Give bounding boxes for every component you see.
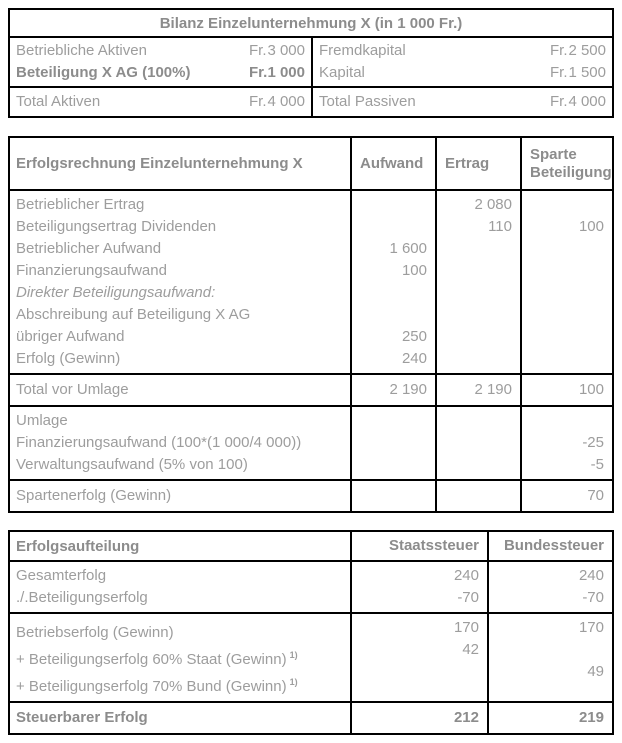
cell-aufwand [352,216,435,238]
currency-label: Fr. [550,42,568,59]
cell-sparte: -25 [582,434,604,451]
top-labels [10,562,350,612]
balance-total-row [313,91,612,113]
cell-aufwand [352,194,435,216]
row-label: Beteiligung X AG (100%) [16,64,191,81]
erfolgsrechnung-table [8,136,614,513]
bilanz-aktiven-rows [10,38,311,88]
bilanz-passiven-total [313,88,612,116]
erfolgsaufteilung-mid-section [10,612,612,701]
umlage-aufwand-values [350,407,435,479]
column-header-ertrag: Ertrag [435,138,520,189]
cell-aufwand: 250 [401,328,427,345]
mid-bund-values [487,614,612,701]
row-label: ./.Beteiligungserfolg [16,589,148,606]
row-label: Finanzierungsaufwand [16,262,167,279]
cell-ertrag [437,410,520,432]
cell-staatssteuer: -70 [457,589,479,606]
bilanz-title: Bilanz Einzelunternehmung X (in 1 000 Fr.) [10,10,612,38]
erfolgsaufteilung-total-row [10,701,612,733]
cell-aufwand: 100 [401,262,427,279]
erfolgsrechnung-total-row [10,373,612,405]
cell-ertrag [437,260,520,282]
erfolgsaufteilung-title: Erfolgsaufteilung [16,537,140,555]
row-label: Verwaltungsaufwand (5% von 100) [16,456,248,473]
row-label-text: Betriebserfolg (Gewinn) [16,624,174,641]
erfolgsaufteilung-header [10,532,612,560]
detail-aufwand-values [350,191,435,373]
cell-aufwand: 2 190 [389,381,427,398]
row-label: Betriebliche Aktiven [16,42,147,59]
row-label: Kapital [319,64,365,81]
row-label [10,671,350,698]
cell-staatssteuer: 170 [453,619,479,636]
row-label: Total vor Umlage [16,381,129,398]
top-bund-values [487,562,612,612]
erfolgsaufteilung-top-section [10,560,612,612]
row-label: Steuerbarer Erfolg [16,709,148,726]
cell-sparte: 100 [578,381,604,398]
cell-sparte [522,260,612,282]
cell-staatssteuer: 240 [453,567,479,584]
erfolgsaufteilung-table [8,530,614,735]
cell-aufwand: 1 600 [389,240,427,257]
cell-ertrag [437,238,520,260]
cell-sparte [522,326,612,348]
row-label: Fremdkapital [319,42,406,59]
row-value: 3 000 [267,42,305,59]
row-value: 4 000 [568,93,606,110]
umlage-ertrag-values [435,407,520,479]
cell-sparte: 70 [587,487,604,504]
cell-ertrag: 110 [488,218,512,235]
currency-label: Fr. [550,93,568,110]
row-label: Total Passiven [319,93,416,110]
bilanz-aktiven-column [10,38,311,116]
balance-total-row [10,91,311,113]
row-value-group [249,91,311,113]
cell-ertrag [437,282,520,304]
row-label: Spartenerfolg (Gewinn) [16,487,172,504]
cell-bundessteuer: -70 [582,589,604,606]
row-value: 4 000 [267,93,305,110]
footnote-marker: 1) [289,677,298,687]
cell-aufwand [352,410,435,432]
row-label-text: + Beteiligungserfolg 60% Staat (Gewinn) [16,651,287,668]
row-label [10,644,350,671]
row-label: Erfolg (Gewinn) [16,350,121,367]
detail-labels [10,191,350,373]
cell-staatssteuer: 42 [462,641,479,658]
row-label: Betrieblicher Aufwand [16,240,162,257]
mid-staat-values [350,614,487,701]
column-header-bundessteuer: Bundessteuer [487,532,612,560]
row-label: Abschreibung auf Beteiligung X AG [16,306,251,323]
row-value-group [550,62,612,84]
cell-bundessteuer: 49 [587,663,604,680]
balance-row [313,40,612,62]
cell-bundessteuer: 240 [578,567,604,584]
bilanz-passiven-rows [313,38,612,88]
umlage-labels [10,407,350,479]
row-label: Umlage [16,412,68,429]
top-staat-values [350,562,487,612]
row-value-group [249,62,311,84]
row-value: 1 500 [568,64,606,81]
cell-bundessteuer: 170 [578,619,604,636]
currency-label: Fr. [550,64,568,81]
cell-aufwand: 240 [401,350,427,367]
balance-row [10,40,311,62]
cell-ertrag: 2 080 [474,196,512,213]
column-header-aufwand: Aufwand [350,138,435,189]
column-header-staatssteuer: Staatssteuer [350,532,487,560]
currency-label: Fr. [249,64,268,81]
balance-row [10,62,311,84]
cell-ertrag [437,348,520,370]
cell-sparte [522,304,612,326]
cell-bundessteuer [489,639,612,661]
cell-ertrag [437,485,520,507]
cell-aufwand [352,485,435,507]
cell-sparte [522,238,612,260]
currency-label: Fr. [249,93,267,110]
row-value-group [550,91,612,113]
bilanz-table [8,8,614,118]
erfolgsrechnung-detail-section [10,189,612,373]
row-label-text: + Beteiligungserfolg 70% Bund (Gewinn) [16,678,287,695]
row-value-group [550,40,612,62]
row-value-group [249,40,311,62]
erfolgsrechnung-result-row [10,479,612,511]
row-label: Direkter Beteiligungsaufwand: [16,284,216,301]
cell-bundessteuer: 219 [578,709,604,726]
cell-aufwand [352,454,435,476]
column-header-sparte: Sparte Beteiligung [520,138,612,189]
cell-sparte: 100 [578,218,604,235]
row-label: Gesamterfolg [16,567,107,584]
detail-sparte-values [520,191,612,373]
footnote-marker: 1) [289,650,298,660]
row-label: übriger Aufwand [16,328,125,345]
cell-ertrag [437,326,520,348]
cell-ertrag [437,432,520,454]
mid-labels [10,614,350,701]
cell-sparte [522,348,612,370]
row-label: Total Aktiven [16,93,101,110]
cell-sparte [522,282,612,304]
cell-staatssteuer [352,661,487,683]
cell-ertrag [437,454,520,476]
row-label: Finanzierungsaufwand (100*(1 000/4 000)) [16,434,302,451]
erfolgsrechnung-title: Erfolgsrechnung Einzelunternehmung X [16,155,303,172]
bilanz-body [10,38,612,116]
bilanz-passiven-column [311,38,612,116]
erfolgsrechnung-header [10,138,612,189]
cell-staatssteuer: 212 [453,709,479,726]
row-label [10,617,350,644]
cell-aufwand [352,282,435,304]
currency-label: Fr. [249,42,267,59]
balance-row [313,62,612,84]
cell-sparte [522,194,612,216]
row-label: Beteiligungsertrag Dividenden [16,218,217,235]
erfolgsrechnung-umlage-section [10,405,612,479]
cell-sparte [522,410,612,432]
cell-aufwand [352,432,435,454]
detail-ertrag-values [435,191,520,373]
cell-ertrag [437,304,520,326]
umlage-sparte-values [520,407,612,479]
bilanz-aktiven-total [10,88,311,116]
row-label: Betrieblicher Ertrag [16,196,145,213]
cell-sparte: -5 [590,456,604,473]
cell-aufwand [352,304,435,326]
cell-ertrag: 2 190 [474,381,512,398]
row-value: 1 000 [267,64,305,81]
row-value: 2 500 [568,42,606,59]
